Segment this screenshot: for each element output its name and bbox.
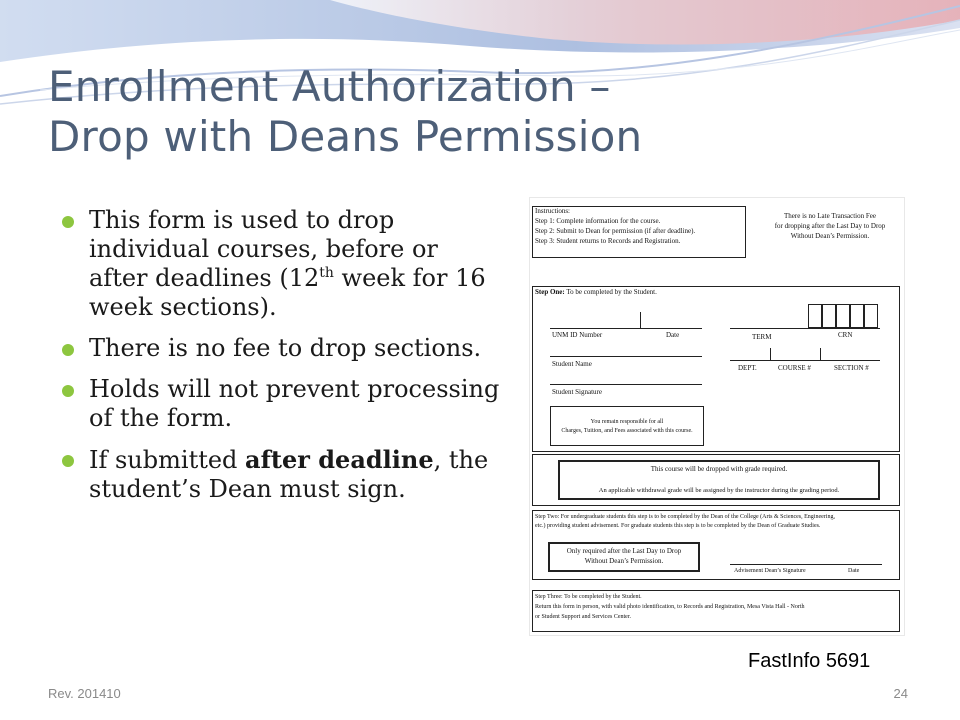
slide-title xyxy=(48,62,908,162)
bullet-dot-icon xyxy=(62,455,74,467)
bullet-2-text: There is no fee to drop sections. xyxy=(89,334,482,362)
step-three-line-3: or Student Support and Services Center. xyxy=(535,614,631,620)
bullet-1-tail: week for 16 week sections). xyxy=(89,264,486,321)
student-name-line xyxy=(550,356,702,357)
only-required-line-1: Only required after the Last Day to Drop xyxy=(566,547,682,555)
step-three-line-2: Return this form in person, with valid photo identification, to Records and Registration, Mesa Vista Hall - North xyxy=(535,604,805,610)
dept-divider xyxy=(770,348,771,361)
responsibility-line-1: You remain responsible for all xyxy=(590,419,664,425)
section-label: SECTION # xyxy=(834,364,869,372)
dept-label: DEPT. xyxy=(738,364,757,372)
fastinfo-reference: FastInfo 5691 xyxy=(748,650,871,672)
instructions-step-1: Step 1: Complete information for the course. xyxy=(535,217,661,225)
unm-id-line xyxy=(550,328,702,329)
bullet-no-fee xyxy=(62,334,502,363)
student-signature-line xyxy=(550,384,702,385)
withdrawal-grade-text: An applicable withdrawal grade will be assigned by the instructor during the grading period. xyxy=(598,487,840,494)
course-divider xyxy=(820,348,821,361)
only-required-line-2: Without Dean’s Permission. xyxy=(584,557,664,565)
step-two-line-1: Step Two: For undergraduate students this step is to be completed by the Dean of the College (Arts & Sciences, Engineering, xyxy=(535,514,835,520)
bullet-form-purpose xyxy=(62,206,502,322)
crn-cell xyxy=(836,304,850,328)
student-name-label: Student Name xyxy=(552,360,592,368)
step-two-line-2: etc.) providing student advisement. For graduate students this step is to be completed by the Dean of Graduate Studies. xyxy=(535,523,821,529)
revision-footer: Rev. 201410 xyxy=(48,686,121,701)
late-fee-line-1: There is no Late Transaction Fee xyxy=(784,212,876,220)
title-line-1: Enrollment Authorization – xyxy=(48,62,611,111)
bullet-list xyxy=(62,206,502,516)
late-fee-line-3: Without Dean’s Permission. xyxy=(790,232,870,240)
crn-label: CRN xyxy=(838,331,853,339)
bullet-1-text: This form is used to drop individual courses, before or after deadlines (12 xyxy=(89,206,438,292)
step-one-heading xyxy=(535,288,657,297)
bullet-dot-icon xyxy=(62,216,74,228)
bullet-4-bold: after deadline xyxy=(245,445,434,474)
step-one-label: Step One: xyxy=(535,288,565,296)
bullet-4-post: , the student’s Dean must sign. xyxy=(89,446,489,503)
bullet-1-superscript: th xyxy=(319,265,334,281)
bullet-3-text: Holds will not prevent processing of the form. xyxy=(89,375,500,432)
bullet-holds xyxy=(62,375,502,433)
term-label: TERM xyxy=(752,333,772,341)
crn-cell xyxy=(850,304,864,328)
page-number: 24 xyxy=(893,686,908,701)
crn-cell xyxy=(808,304,822,328)
course-label: COURSE # xyxy=(778,364,811,372)
grade-required-text: This course will be dropped with grade required. xyxy=(650,465,788,473)
date-label: Date xyxy=(666,331,680,339)
title-line-2: Drop with Deans Permission xyxy=(48,112,643,161)
student-signature-label: Student Signature xyxy=(552,388,602,396)
advisement-signature-line xyxy=(730,564,882,565)
enrollment-form-image xyxy=(530,198,904,635)
instructions-step-2: Step 2: Submit to Dean for permission (if after deadline). xyxy=(535,227,696,235)
dept-course-line xyxy=(730,360,880,361)
instructions-heading: Instructions: xyxy=(535,207,570,215)
late-fee-line-2: for dropping after the Last Day to Drop xyxy=(774,222,886,230)
bullet-4-pre: If submitted xyxy=(89,446,246,474)
crn-cell xyxy=(822,304,836,328)
bullet-after-deadline xyxy=(62,445,502,504)
instructions-step-3: Step 3: Student returns to Records and Registration. xyxy=(535,237,681,245)
unm-id-label: UNM ID Number xyxy=(552,331,603,339)
advisement-date-label: Date xyxy=(848,568,860,574)
responsibility-line-2: Charges, Tuition, and Fees associated with this course. xyxy=(561,428,693,434)
step-three-line-1: Step Three: To be completed by the Student. xyxy=(535,594,642,600)
step-one-text: To be completed by the Student. xyxy=(564,288,657,296)
term-crn-line xyxy=(730,328,880,329)
advisement-signature-label: Advisement Dean’s Signature xyxy=(734,568,806,574)
bullet-dot-icon xyxy=(62,385,74,397)
unm-id-divider xyxy=(640,312,641,329)
crn-cell xyxy=(864,304,878,328)
bullet-dot-icon xyxy=(62,344,74,356)
